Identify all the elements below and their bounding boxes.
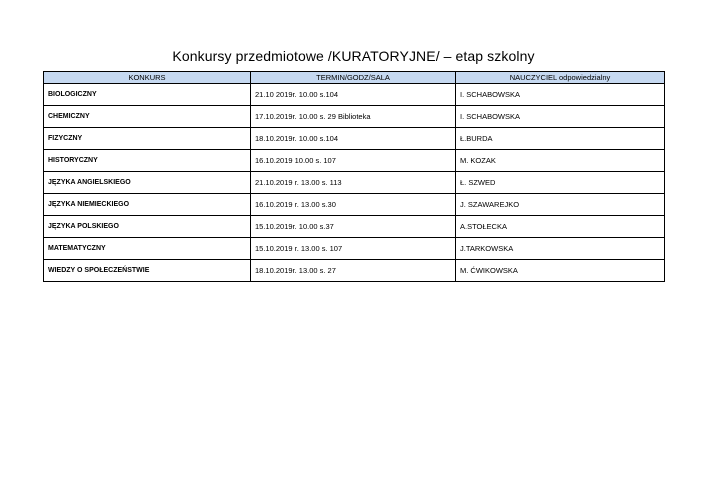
cell-nauczyciel: M. KOZAK bbox=[456, 150, 665, 172]
cell-konkurs: BIOLOGICZNY bbox=[44, 84, 251, 106]
contests-table bbox=[43, 71, 665, 282]
cell-konkurs: HISTORYCZNY bbox=[44, 150, 251, 172]
table-row bbox=[44, 84, 665, 106]
table-row bbox=[44, 172, 665, 194]
cell-nauczyciel: Ł.BURDA bbox=[456, 128, 665, 150]
table-row bbox=[44, 216, 665, 238]
table-row bbox=[44, 260, 665, 282]
cell-konkurs: JĘZYKA ANGIELSKIEGO bbox=[44, 172, 251, 194]
table-row bbox=[44, 128, 665, 150]
column-header-konkurs: KONKURS bbox=[44, 72, 251, 84]
table-header-row bbox=[44, 72, 665, 84]
cell-termin: 16.10.2019 10.00 s. 107 bbox=[251, 150, 456, 172]
cell-konkurs: CHEMICZNY bbox=[44, 106, 251, 128]
column-header-termin: TERMIN/GODZ/SALA bbox=[251, 72, 456, 84]
cell-konkurs: FIZYCZNY bbox=[44, 128, 251, 150]
cell-termin: 16.10.2019 r. 13.00 s.30 bbox=[251, 194, 456, 216]
cell-nauczyciel: J.TARKOWSKA bbox=[456, 238, 665, 260]
cell-nauczyciel: M. ĆWIKOWSKA bbox=[456, 260, 665, 282]
cell-termin: 15.10.2019 r. 13.00 s. 107 bbox=[251, 238, 456, 260]
cell-termin: 15.10.2019r. 10.00 s.37 bbox=[251, 216, 456, 238]
cell-nauczyciel: I. SCHABOWSKA bbox=[456, 84, 665, 106]
cell-termin: 21.10 2019r. 10.00 s.104 bbox=[251, 84, 456, 106]
table-row bbox=[44, 106, 665, 128]
cell-konkurs: MATEMATYCZNY bbox=[44, 238, 251, 260]
cell-nauczyciel: J. SZAWAREJKO bbox=[456, 194, 665, 216]
cell-termin: 17.10.2019r. 10.00 s. 29 Biblioteka bbox=[251, 106, 456, 128]
cell-termin: 18.10.2019r. 13.00 s. 27 bbox=[251, 260, 456, 282]
cell-termin: 18.10.2019r. 10.00 s.104 bbox=[251, 128, 456, 150]
cell-konkurs: JĘZYKA POLSKIEGO bbox=[44, 216, 251, 238]
column-header-nauczyciel: NAUCZYCIEL odpowiedzialny bbox=[456, 72, 665, 84]
cell-nauczyciel: A.STOŁECKA bbox=[456, 216, 665, 238]
cell-konkurs: WIEDZY O SPOŁECZEŃSTWIE bbox=[44, 260, 251, 282]
cell-konkurs: JĘZYKA NIEMIECKIEGO bbox=[44, 194, 251, 216]
page-title: Konkursy przedmiotowe /KURATORYJNE/ – etap szkolny bbox=[172, 48, 535, 64]
table-row bbox=[44, 238, 665, 260]
cell-termin: 21.10.2019 r. 13.00 s. 113 bbox=[251, 172, 456, 194]
table-row bbox=[44, 150, 665, 172]
cell-nauczyciel: Ł. SZWED bbox=[456, 172, 665, 194]
cell-nauczyciel: I. SCHABOWSKA bbox=[456, 106, 665, 128]
table-row bbox=[44, 194, 665, 216]
